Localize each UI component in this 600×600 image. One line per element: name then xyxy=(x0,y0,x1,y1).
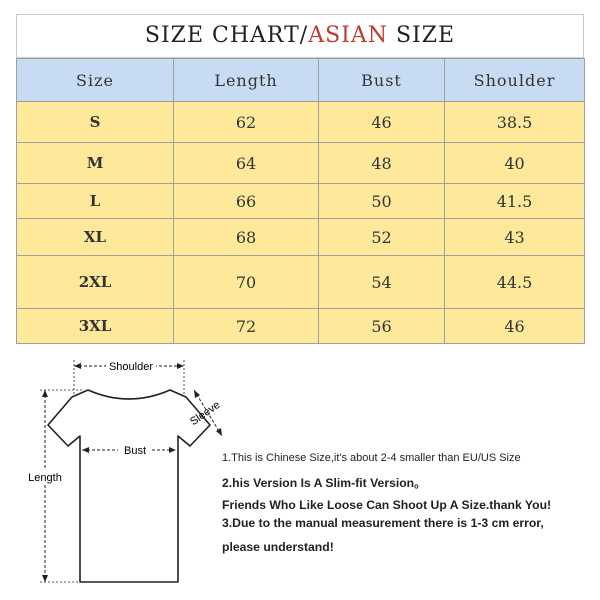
cell-size: XL xyxy=(17,219,174,256)
tshirt-measurement-diagram xyxy=(18,350,228,590)
cell-length: 66 xyxy=(174,184,319,219)
cell-size: L xyxy=(17,184,174,219)
bust-label: Bust xyxy=(123,445,147,457)
cell-shoulder: 46 xyxy=(445,309,585,344)
title-main: SIZE CHART/ xyxy=(144,23,309,48)
cell-length: 68 xyxy=(174,219,319,256)
cell-shoulder: 44.5 xyxy=(445,256,585,309)
title-accent: ASIAN xyxy=(308,23,388,48)
cell-size: 2XL xyxy=(17,256,174,309)
cell-shoulder: 38.5 xyxy=(445,102,585,143)
title-tail: SIZE xyxy=(387,23,456,48)
cell-size: 3XL xyxy=(17,309,174,344)
table-row xyxy=(17,309,585,344)
cell-length: 62 xyxy=(174,102,319,143)
cell-bust: 54 xyxy=(319,256,445,309)
cell-size: S xyxy=(17,102,174,143)
chart-title xyxy=(16,14,584,58)
cell-shoulder: 40 xyxy=(445,143,585,184)
cell-bust: 46 xyxy=(319,102,445,143)
note-3: Friends Who Like Loose Can Shoot Up A Size.thank You! xyxy=(222,498,552,512)
table-row xyxy=(17,256,585,309)
cell-length: 72 xyxy=(174,309,319,344)
header-size: Size xyxy=(17,59,174,102)
tshirt-outline-icon xyxy=(48,390,210,582)
header-shoulder: Shoulder xyxy=(445,59,585,102)
cell-size: M xyxy=(17,143,174,184)
cell-shoulder: 41.5 xyxy=(445,184,585,219)
cell-length: 64 xyxy=(174,143,319,184)
header-length: Length xyxy=(174,59,319,102)
table-row xyxy=(17,219,585,256)
note-5: please understand! xyxy=(222,540,334,554)
cell-bust: 56 xyxy=(319,309,445,344)
cell-bust: 52 xyxy=(319,219,445,256)
table-row xyxy=(17,143,585,184)
sleeve-label: Sleeve xyxy=(188,398,223,429)
note-1: 1.This is Chinese Size,it's about 2-4 smaller than EU/US Size xyxy=(222,452,521,464)
table-row xyxy=(17,102,585,143)
cell-bust: 50 xyxy=(319,184,445,219)
note-4: 3.Due to the manual measurement there is 1-3 cm error, xyxy=(222,516,544,530)
cell-bust: 48 xyxy=(319,143,445,184)
cell-shoulder: 43 xyxy=(445,219,585,256)
header-bust: Bust xyxy=(319,59,445,102)
note-2: 2.his Version Is A Slim-fit Version。 xyxy=(222,476,427,490)
shoulder-label: Shoulder xyxy=(108,361,154,373)
length-label: Length xyxy=(28,472,62,484)
table-row xyxy=(17,184,585,219)
table-header-row xyxy=(17,59,585,102)
cell-length: 70 xyxy=(174,256,319,309)
size-table xyxy=(16,58,585,344)
